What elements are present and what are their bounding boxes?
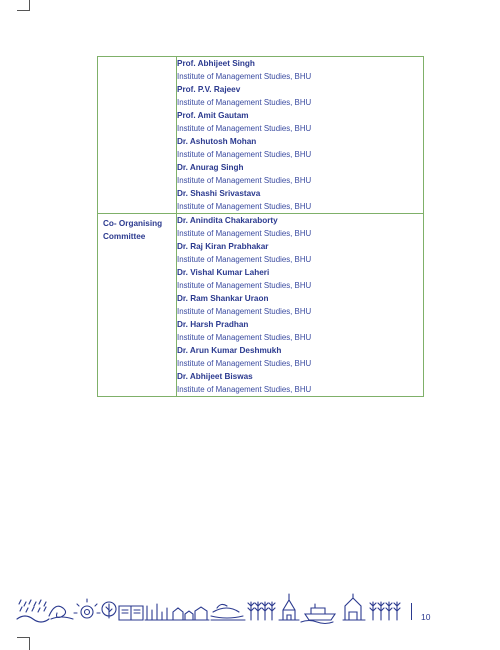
member-entry bbox=[177, 292, 423, 318]
member-affiliation: Institute of Management Studies, BHU bbox=[177, 229, 312, 238]
committee-table bbox=[97, 56, 424, 397]
member-affiliation: Institute of Management Studies, BHU bbox=[177, 176, 312, 185]
member-name: Dr. Arun Kumar Deshmukh bbox=[177, 346, 282, 355]
sun-icon bbox=[74, 599, 100, 618]
temple-icon bbox=[279, 594, 299, 620]
committee-label: Co- Organising Committee bbox=[103, 219, 163, 241]
crop-mark-top-horizontal bbox=[17, 10, 30, 11]
member-affiliation: Institute of Management Studies, BHU bbox=[177, 124, 312, 133]
members-cell bbox=[177, 214, 424, 397]
boat-icon bbox=[211, 604, 245, 620]
member-entry bbox=[177, 318, 423, 344]
member-entry bbox=[177, 214, 423, 240]
member-name: Dr. Harsh Pradhan bbox=[177, 320, 249, 329]
footer-illustration bbox=[15, 582, 403, 626]
member-entry bbox=[177, 370, 423, 396]
tree-icon bbox=[102, 602, 116, 618]
monument-icon bbox=[343, 594, 365, 620]
members-cell bbox=[177, 57, 424, 214]
member-affiliation: Institute of Management Studies, BHU bbox=[177, 255, 312, 264]
rain-dots-icon bbox=[17, 600, 49, 622]
member-name: Dr. Raj Kiran Prabhakar bbox=[177, 242, 269, 251]
member-name: Prof. P.V. Rajeev bbox=[177, 85, 241, 94]
member-name: Dr. Shashi Srivastava bbox=[177, 189, 261, 198]
committee-row bbox=[98, 214, 424, 397]
member-name: Prof. Amit Gautam bbox=[177, 111, 249, 120]
member-entry bbox=[177, 57, 423, 83]
member-entry bbox=[177, 266, 423, 292]
member-name: Dr. Abhijeet Biswas bbox=[177, 372, 253, 381]
committee-row bbox=[98, 57, 424, 214]
member-entry bbox=[177, 83, 423, 109]
book-icon bbox=[119, 606, 143, 620]
page-number: 10 bbox=[421, 612, 431, 622]
crop-mark-top-vertical bbox=[29, 0, 30, 10]
footer-separator bbox=[411, 603, 412, 620]
committee-label-cell bbox=[98, 214, 177, 397]
member-affiliation: Institute of Management Studies, BHU bbox=[177, 307, 312, 316]
member-affiliation: Institute of Management Studies, BHU bbox=[177, 385, 312, 394]
member-name: Dr. Ram Shankar Uraon bbox=[177, 294, 269, 303]
crop-mark-bottom-vertical bbox=[29, 637, 30, 650]
committee-label-cell bbox=[98, 57, 177, 214]
member-entry bbox=[177, 135, 423, 161]
member-affiliation: Institute of Management Studies, BHU bbox=[177, 98, 312, 107]
wheat-icon bbox=[248, 602, 275, 620]
member-entry bbox=[177, 240, 423, 266]
member-affiliation: Institute of Management Studies, BHU bbox=[177, 333, 312, 342]
member-name: Dr. Vishal Kumar Laheri bbox=[177, 268, 270, 277]
wheat-right-icon bbox=[370, 602, 400, 620]
member-affiliation: Institute of Management Studies, BHU bbox=[177, 150, 312, 159]
member-name: Dr. Ashutosh Mohan bbox=[177, 137, 257, 146]
member-entry bbox=[177, 161, 423, 187]
building-icon bbox=[145, 604, 171, 620]
member-name: Dr. Anindita Chakaraborty bbox=[177, 216, 278, 225]
member-affiliation: Institute of Management Studies, BHU bbox=[177, 359, 312, 368]
houses-icon bbox=[171, 607, 209, 620]
member-entry bbox=[177, 344, 423, 370]
wave-icon bbox=[49, 606, 73, 619]
ship-icon bbox=[301, 604, 335, 624]
member-affiliation: Institute of Management Studies, BHU bbox=[177, 202, 312, 211]
member-name: Prof. Abhijeet Singh bbox=[177, 59, 255, 68]
member-entry bbox=[177, 187, 423, 213]
member-entry bbox=[177, 109, 423, 135]
member-affiliation: Institute of Management Studies, BHU bbox=[177, 72, 312, 81]
member-affiliation: Institute of Management Studies, BHU bbox=[177, 281, 312, 290]
member-name: Dr. Anurag Singh bbox=[177, 163, 244, 172]
